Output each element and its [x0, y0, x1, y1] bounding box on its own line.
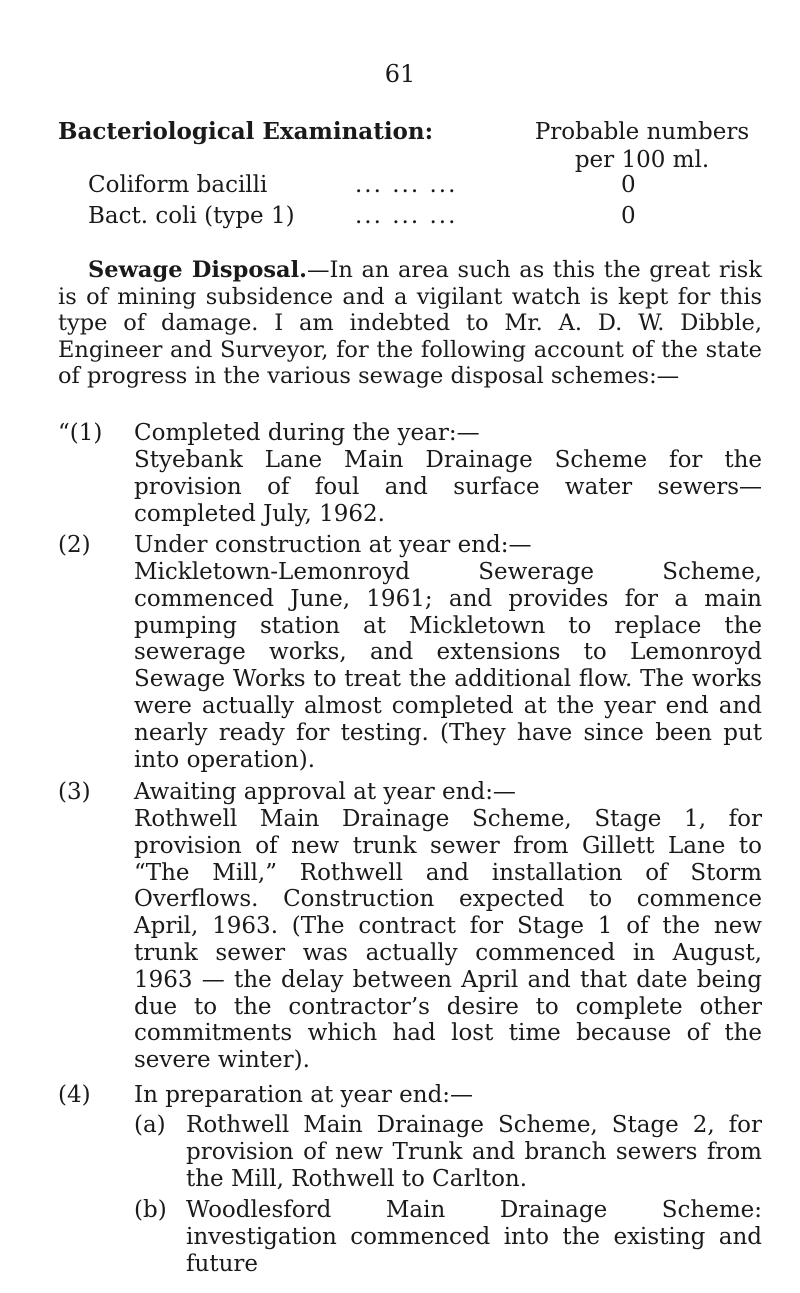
probable-numbers-header — [522, 118, 762, 174]
item-number: (4) — [58, 1082, 91, 1108]
item-heading: Awaiting approval at year end:— — [134, 779, 516, 805]
subitem-body: Rothwell Main Drainage Scheme, Stage 2, for provision of new Trunk and branch sewers from the Mill, Rothwell to Carlton. — [186, 1112, 762, 1192]
organism-count: 0 — [621, 203, 636, 229]
bacteriology-title: Bacteriological Examination: — [58, 118, 434, 145]
item-heading: Completed during the year:— — [134, 420, 480, 446]
item-heading: In preparation at year end:— — [134, 1082, 474, 1108]
item-number: “(1) — [58, 420, 103, 446]
item-heading: Under construction at year end:— — [134, 532, 532, 558]
item-number: (3) — [58, 779, 91, 805]
item-body: Mickletown-Lemonroyd Sewerage Scheme, commenced June, 1961; and provides for a main pumping station at Mickletown to replace the sewerage works, and extensions to Lemonroyd Sewage Works to treat the additional flow. The works were actually almost completed at the year end and nearly ready for testing. (They have since been put into operation). — [134, 559, 762, 773]
subitem-letter: (b) — [134, 1197, 167, 1223]
item-number: (2) — [58, 532, 91, 558]
probable-header-line2: per 100 ml. — [574, 147, 710, 173]
leader-dots: ... ... ... — [355, 203, 458, 229]
sewage-disposal-lead: Sewage Disposal. — [88, 257, 307, 283]
probable-header-line1: Probable numbers — [534, 119, 750, 145]
organism-count: 0 — [621, 172, 636, 198]
leader-dots: ... ... ... — [355, 172, 458, 198]
item-body: Styebank Lane Main Drainage Scheme for the provision of foul and surface water sewers—completed July, 1962. — [134, 447, 762, 527]
subitem-letter: (a) — [134, 1112, 166, 1138]
item-body: Rothwell Main Drainage Scheme, Stage 1, for provision of new trunk sewer from Gillett Lane to “The Mill,” Rothwell and installation of Storm Overflows. Construction expected to commence April, 1963. (The contract for Stage 1 of the new trunk sewer was actually commenced in August, 1963 — the delay between April and that date being due to the contractor’s desire to complete other commitments which had lost time because of the severe winter). — [134, 806, 762, 1074]
sewage-disposal-text: —In an area such as this the great risk is of mining subsidence and a vigilant watch is kept for this type of damage. I am indebted to Mr. A. D. W. Dibble, Engineer and Surveyor, for the following account of the state of progress in the various sewage disposal schemes:— — [58, 257, 762, 389]
page-number: 61 — [384, 60, 416, 88]
subitem-body: Woodlesford Main Drainage Scheme: investigation commenced into the existing and future — [186, 1197, 762, 1277]
organism-name: Bact. coli (type 1) — [88, 203, 295, 229]
organism-name: Coliform bacilli — [88, 172, 268, 198]
sewage-disposal-paragraph — [58, 257, 762, 390]
